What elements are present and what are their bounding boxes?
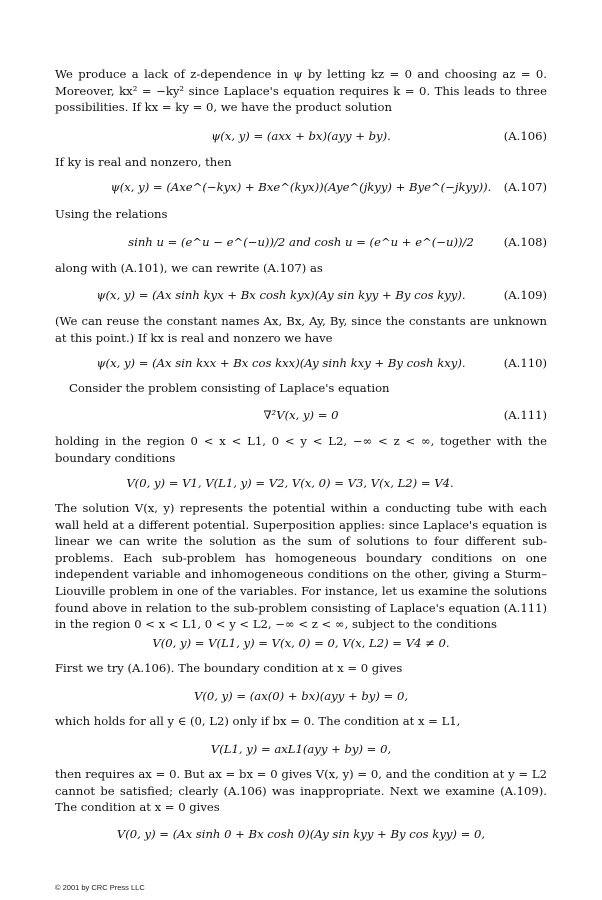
equation-body: V(0, y) = V(L1, y) = V(x, 0) = 0, V(x, L2) = V4 ≠ 0. xyxy=(152,636,450,650)
paragraph: If ky is real and nonzero, then xyxy=(55,155,232,169)
equation-number: (A.109) xyxy=(503,288,547,302)
equation-a107 xyxy=(55,178,547,196)
paragraph: which holds for all y ∈ (0, L2) only if bx = 0. The condition at x = L1, xyxy=(55,714,461,728)
paragraph: then requires ax = 0. But ax = bx = 0 gives V(x, y) = 0, and the condition at y = L2 cannot be satisfied; clearly (A.106) was inappropriate. Next we examine (A.109). The condition at x = 0 gives xyxy=(55,767,547,815)
paragraph: (We can reuse the constant names Ax, Bx, Ay, By, since the constants are unknown at this point.) If kx is real and nonzero we have xyxy=(55,314,547,345)
equation-subproblem-conditions xyxy=(55,634,547,652)
equation-body: ∇²V(x, y) = 0 xyxy=(263,408,339,422)
equation-body: V(0, y) = V1, V(L1, y) = V2, V(x, 0) = V3, V(x, L2) = V4. xyxy=(126,476,454,490)
paragraph: We produce a lack of z-dependence in ψ by letting kz = 0 and choosing az = 0. Moreover, kx² = −ky² since Laplace's equation requires k = 0. This leads to three possibilities. If kx = ky = 0, we have the product solution xyxy=(55,67,547,115)
equation-x0-condition xyxy=(55,687,547,705)
equation-body: V(L1, y) = axL1(ayy + by) = 0, xyxy=(210,742,392,756)
equation-body: ψ(x, y) = (Ax sinh kyx + Bx cosh kyx)(Ay sin kyy + By cos kyy). xyxy=(96,288,466,302)
equation-number: (A.108) xyxy=(503,235,547,249)
equation-xL1-condition xyxy=(55,740,547,758)
paragraph: First we try (A.106). The boundary condition at x = 0 gives xyxy=(55,661,403,675)
equation-a109 xyxy=(55,286,547,304)
equation-body: ψ(x, y) = (axx + bx)(ayy + by). xyxy=(211,129,391,143)
equation-body: V(0, y) = (ax(0) + bx)(ayy + by) = 0, xyxy=(193,689,409,703)
paragraph: along with (A.101), we can rewrite (A.107) as xyxy=(55,261,323,275)
copyright-footer: © 2001 by CRC Press LLC xyxy=(55,883,145,892)
equation-a111 xyxy=(55,406,547,424)
equation-a106 xyxy=(55,127,547,145)
equation-a108 xyxy=(55,233,547,251)
paragraph: Consider the problem consisting of Laplace's equation xyxy=(69,381,390,395)
equation-number: (A.107) xyxy=(503,180,547,194)
equation-number: (A.106) xyxy=(503,129,547,143)
paragraph: holding in the region 0 < x < L1, 0 < y < L2, −∞ < z < ∞, together with the boundary conditions xyxy=(55,434,547,465)
equation-boundary-conditions xyxy=(55,474,547,492)
equation-body: sinh u = (e^u − e^(−u))/2 and cosh u = (e^u + e^(−u))/2 xyxy=(128,235,474,249)
equation-body: V(0, y) = (Ax sinh 0 + Bx cosh 0)(Ay sin kyy + By cos kyy) = 0, xyxy=(116,827,486,841)
equation-body: ψ(x, y) = (Axe^(−kyx) + Bxe^(kyx))(Aye^(jkyy) + Bye^(−jkyy)). xyxy=(110,180,492,194)
equation-body: ψ(x, y) = (Ax sin kxx + Bx cos kxx)(Ay sinh kxy + By cosh kxy). xyxy=(96,356,466,370)
equation-number: (A.110) xyxy=(503,356,547,370)
paragraph: The solution V(x, y) represents the potential within a conducting tube with each wall held at a different potential. Superposition applies: since Laplace's equation is linear we can write the solution as the sum of solutions to four different sub-problems. Each sub-problem has homogeneous boundary conditions on one independent variable and inhomogeneous conditions on the other, giving a Sturm–Liouville problem in one of the variables. For instance, let us examine the solutions found above in relation to the sub-problem consisting of Laplace's equation (A.111) in the region 0 < x < L1, 0 < y < L2, −∞ < z < ∞, subject to the conditions xyxy=(55,501,547,632)
paragraph: Using the relations xyxy=(55,207,168,221)
equation-number: (A.111) xyxy=(503,408,547,422)
equation-x0-a109 xyxy=(55,825,547,843)
equation-a110 xyxy=(55,354,547,372)
